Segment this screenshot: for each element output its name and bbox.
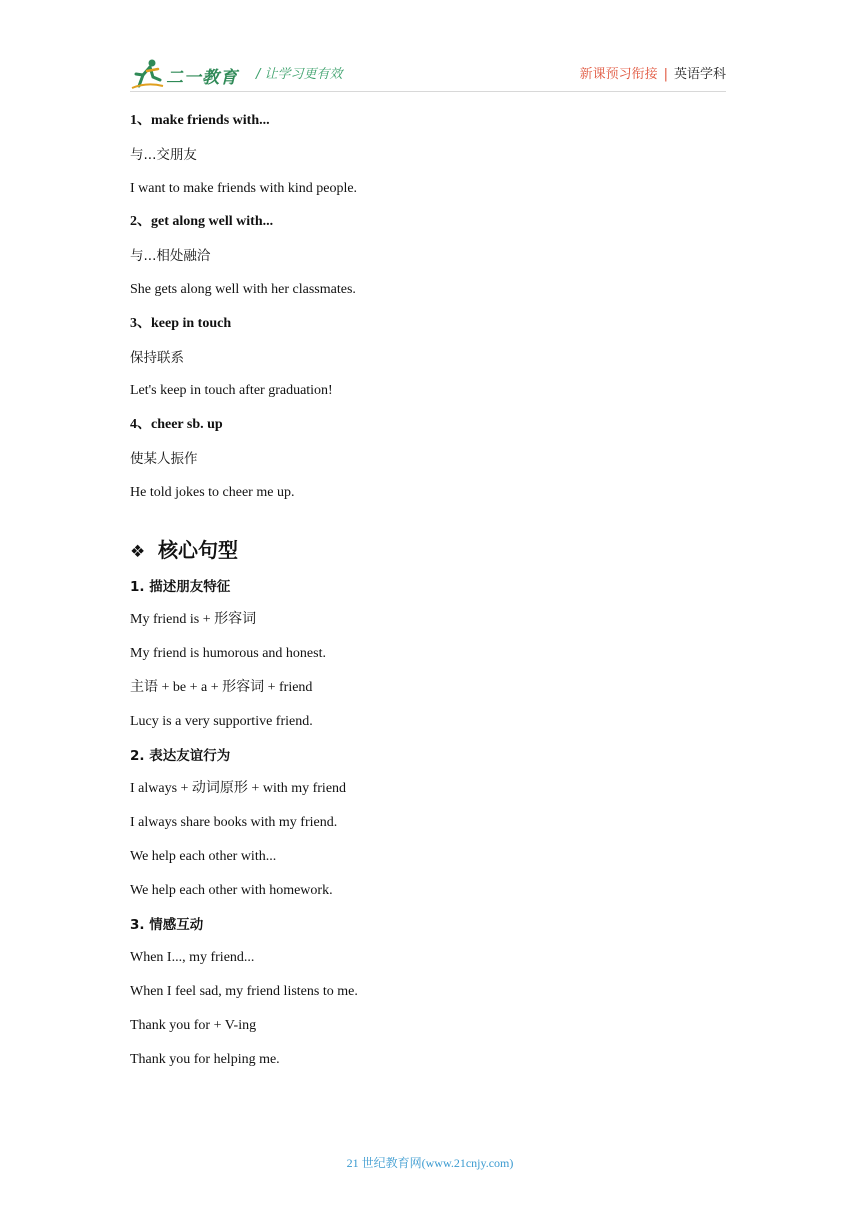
section-title: 核心句型 [158, 537, 238, 562]
phrase-meaning: 使某人振作 [130, 450, 198, 467]
phrase-example: He told jokes to cheer me up. [130, 484, 295, 500]
page-footer[interactable]: 21 世纪教育网(www.21cnjy.com) [346, 1156, 514, 1170]
pattern-title: 1. 描述朋友特征 [130, 578, 231, 595]
phrase-meaning: 保持联系 [130, 349, 184, 366]
subject-label: 英语学科 [673, 67, 726, 82]
phrase-title: 3、keep in touch [130, 315, 232, 331]
phrase-item [130, 209, 730, 310]
pattern-line: I always + 动词原形 + with my friend [130, 781, 347, 797]
phrase-item [130, 108, 730, 209]
pattern-title: 2. 表达友谊行为 [130, 747, 231, 764]
pattern-title: 3. 情感互动 [130, 916, 204, 933]
pattern-line: When I..., my friend... [130, 950, 255, 966]
pattern-line: We help each other with homework. [130, 882, 333, 898]
pattern-group [130, 912, 730, 1081]
runner-logo-icon [130, 58, 164, 90]
phrase-title: 1、make friends with... [130, 113, 270, 128]
phrase-example: Let's keep in touch after graduation! [130, 383, 333, 399]
page-header [130, 56, 726, 92]
pattern-group [130, 743, 730, 912]
pattern-line: Lucy is a very supportive friend. [130, 713, 313, 729]
phrase-title: 4、cheer sb. up [130, 417, 223, 433]
slogan: / 让学习更有效 [256, 67, 343, 82]
phrase-example: I want to make friends with kind people. [130, 180, 358, 196]
pattern-line: When I feel sad, my friend listens to me. [130, 984, 358, 1000]
pattern-line: Thank you for helping me. [130, 1051, 280, 1067]
phrase-item [130, 311, 730, 412]
pattern-line: 主语 + be + a + 形容词 + friend [130, 679, 313, 695]
pattern-line: We help each other with... [130, 848, 277, 864]
pattern-line: I always share books with my friend. [130, 815, 338, 831]
course-label: 新课预习衔接 [579, 67, 658, 82]
phrase-title: 2、get along well with... [130, 214, 274, 230]
header-divider [130, 91, 726, 92]
header-separator: | [663, 67, 668, 82]
phrase-meaning: 与...相处融洽 [130, 248, 211, 265]
pattern-line: My friend is + 形容词 [130, 612, 257, 628]
diamond-bullet-icon: ❖ [130, 541, 146, 562]
pattern-line: Thank you for + V-ing [130, 1017, 257, 1033]
document-body [130, 108, 730, 1081]
pattern-group [130, 574, 730, 743]
pattern-line: My friend is humorous and honest. [130, 646, 326, 662]
section-heading [130, 530, 730, 574]
logo-text: 二一教育 [166, 68, 238, 88]
phrase-example: She gets along well with her classmates. [130, 281, 356, 297]
header-right [580, 63, 726, 82]
phrase-item [130, 412, 730, 513]
phrase-meaning: 与...交朋友 [130, 146, 197, 163]
logo [130, 58, 250, 90]
